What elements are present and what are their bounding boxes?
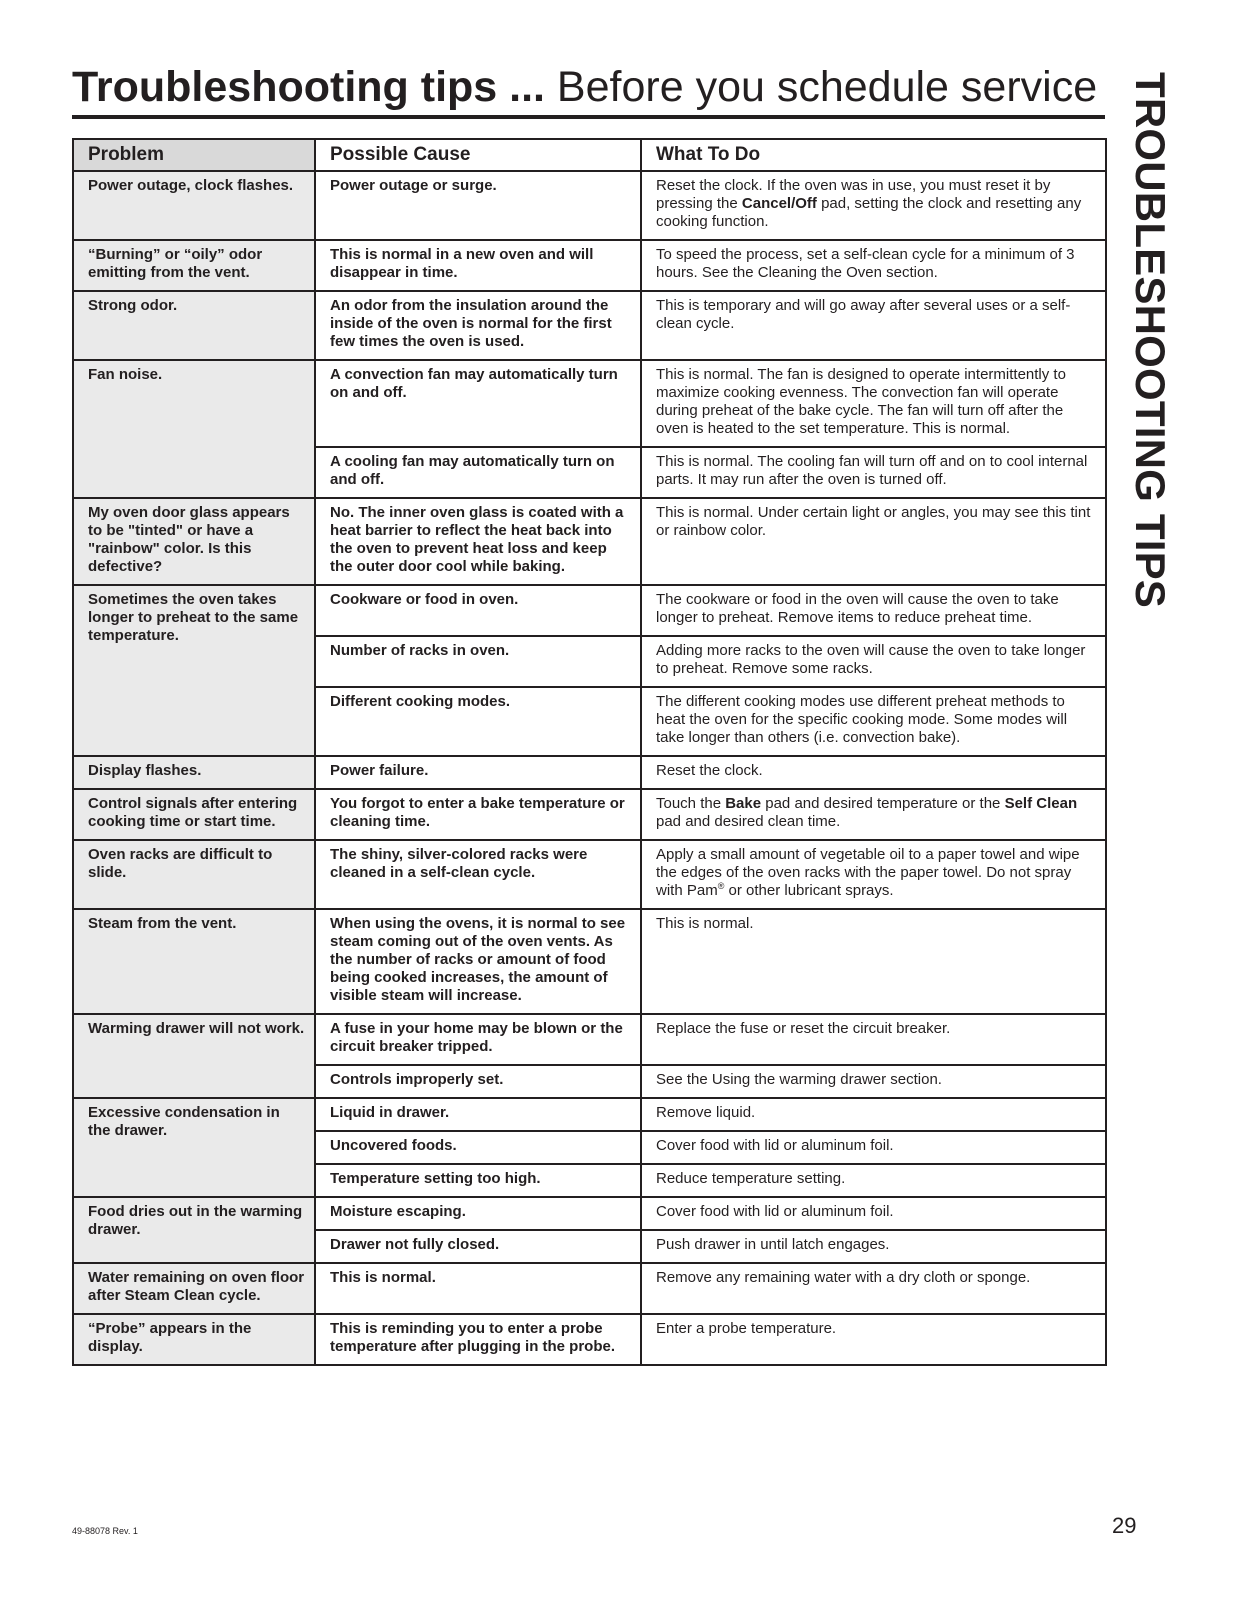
side-section-tab <box>1110 72 1190 609</box>
problem-cell: Steam from the vent. <box>73 909 315 1014</box>
title-divider <box>72 115 1105 119</box>
todo-cell: Touch the Bake pad and desired temperature or the Self Clean pad and desired clean time. <box>641 789 1106 840</box>
problem-cell: My oven door glass appears to be "tinted" or have a "rainbow" color. Is this defective? <box>73 498 315 585</box>
cause-cell: You forgot to enter a bake temperature or cleaning time. <box>315 789 641 840</box>
cause-cell: This is normal. <box>315 1263 641 1314</box>
problem-cell: Fan noise. <box>73 360 315 498</box>
header-possible-cause: Possible Cause <box>315 139 641 171</box>
todo-cell: Reset the clock. <box>641 756 1106 789</box>
table-row <box>73 171 1106 240</box>
todo-cell: Apply a small amount of vegetable oil to a paper towel and wipe the edges of the oven racks with the paper towel. Do not spray with Pam® or other lubricant sprays. <box>641 840 1106 909</box>
todo-cell: Cover food with lid or aluminum foil. <box>641 1131 1106 1164</box>
cause-cell: This is reminding you to enter a probe temperature after plugging in the probe. <box>315 1314 641 1365</box>
todo-cell: Remove any remaining water with a dry cloth or sponge. <box>641 1263 1106 1314</box>
cause-cell: A cooling fan may automatically turn on and off. <box>315 447 641 498</box>
cause-cell: Power outage or surge. <box>315 171 641 240</box>
table-row <box>73 1014 1106 1065</box>
cause-cell: Number of racks in oven. <box>315 636 641 687</box>
todo-cell: Reset the clock. If the oven was in use, you must reset it by pressing the Cancel/Off pad, setting the clock and resetting any cooking function. <box>641 171 1106 240</box>
cause-cell: Drawer not fully closed. <box>315 1230 641 1263</box>
table-row <box>73 1314 1106 1365</box>
problem-cell: Strong odor. <box>73 291 315 360</box>
problem-cell: Food dries out in the warming drawer. <box>73 1197 315 1263</box>
cause-cell: Moisture escaping. <box>315 1197 641 1230</box>
todo-cell: The cookware or food in the oven will cause the oven to take longer to preheat. Remove items to reduce preheat time. <box>641 585 1106 636</box>
cause-cell: An odor from the insulation around the inside of the oven is normal for the first few times the oven is used. <box>315 291 641 360</box>
todo-cell: Remove liquid. <box>641 1098 1106 1131</box>
table-row <box>73 291 1106 360</box>
cause-cell: Cookware or food in oven. <box>315 585 641 636</box>
todo-cell: Replace the fuse or reset the circuit breaker. <box>641 1014 1106 1065</box>
problem-cell: “Probe” appears in the display. <box>73 1314 315 1365</box>
table-row <box>73 756 1106 789</box>
table-row <box>73 789 1106 840</box>
table-row <box>73 1197 1106 1230</box>
cause-cell: A fuse in your home may be blown or the circuit breaker tripped. <box>315 1014 641 1065</box>
problem-cell: Warming drawer will not work. <box>73 1014 315 1098</box>
cause-cell: The shiny, silver-colored racks were cleaned in a self-clean cycle. <box>315 840 641 909</box>
todo-cell: To speed the process, set a self-clean cycle for a minimum of 3 hours. See the Cleaning the Oven section. <box>641 240 1106 291</box>
cause-cell: Temperature setting too high. <box>315 1164 641 1197</box>
table-row <box>73 498 1106 585</box>
page-title-bold: Troubleshooting tips ... <box>72 63 545 111</box>
table-row <box>73 840 1106 909</box>
cause-cell: Power failure. <box>315 756 641 789</box>
problem-cell: Control signals after entering cooking time or start time. <box>73 789 315 840</box>
table-row <box>73 360 1106 447</box>
problem-cell: Sometimes the oven takes longer to preheat to the same temperature. <box>73 585 315 756</box>
header-problem: Problem <box>73 139 315 171</box>
cause-cell: When using the ovens, it is normal to see steam coming out of the oven vents. As the number of racks or amount of food being cooked increases, the amount of visible steam will increase. <box>315 909 641 1014</box>
problem-cell: Display flashes. <box>73 756 315 789</box>
todo-cell: The different cooking modes use different preheat methods to heat the oven for the specific cooking mode. Some modes will take longer than others (i.e. convection bake). <box>641 687 1106 756</box>
table-row <box>73 909 1106 1014</box>
todo-cell: Reduce temperature setting. <box>641 1164 1106 1197</box>
page-title-rest: Before you schedule service <box>544 63 1098 111</box>
problem-cell: “Burning” or “oily” odor emitting from the vent. <box>73 240 315 291</box>
header-what-to-do: What To Do <box>641 139 1106 171</box>
todo-cell: Enter a probe temperature. <box>641 1314 1106 1365</box>
problem-cell: Water remaining on oven floor after Steam Clean cycle. <box>73 1263 315 1314</box>
todo-cell: This is normal. The cooling fan will turn off and on to cool internal parts. It may run after the oven is turned off. <box>641 447 1106 498</box>
todo-cell: Adding more racks to the oven will cause the oven to take longer to preheat. Remove some racks. <box>641 636 1106 687</box>
cause-cell: This is normal in a new oven and will disappear in time. <box>315 240 641 291</box>
todo-cell: This is normal. Under certain light or angles, you may see this tint or rainbow color. <box>641 498 1106 585</box>
problem-cell: Power outage, clock flashes. <box>73 171 315 240</box>
todo-cell: This is temporary and will go away after several uses or a self-clean cycle. <box>641 291 1106 360</box>
todo-cell: This is normal. <box>641 909 1106 1014</box>
todo-cell: This is normal. The fan is designed to operate intermittently to maximize cooking evenness. The convection fan will operate during preheat of the bake cycle. The fan will turn off after the oven is heated to the set temperature. This is normal. <box>641 360 1106 447</box>
table-row <box>73 585 1106 636</box>
table-row <box>73 1263 1106 1314</box>
troubleshooting-table <box>72 138 1107 1366</box>
document-code: 49-88078 Rev. 1 <box>72 1526 138 1536</box>
problem-cell: Excessive condensation in the drawer. <box>73 1098 315 1197</box>
cause-cell: No. The inner oven glass is coated with a heat barrier to reflect the heat back into the oven to prevent heat loss and keep the outer door cool while baking. <box>315 498 641 585</box>
todo-cell: See the Using the warming drawer section. <box>641 1065 1106 1098</box>
todo-cell: Push drawer in until latch engages. <box>641 1230 1106 1263</box>
page-title <box>72 62 1097 112</box>
table-header-row <box>73 139 1106 171</box>
page-number: 29 <box>1112 1513 1137 1538</box>
problem-cell: Oven racks are difficult to slide. <box>73 840 315 909</box>
side-section-title: TROUBLESHOOTING TIPS <box>1127 72 1174 609</box>
cause-cell: Controls improperly set. <box>315 1065 641 1098</box>
table-row <box>73 1098 1106 1131</box>
cause-cell: Uncovered foods. <box>315 1131 641 1164</box>
table-row <box>73 240 1106 291</box>
cause-cell: Different cooking modes. <box>315 687 641 756</box>
cause-cell: A convection fan may automatically turn on and off. <box>315 360 641 447</box>
cause-cell: Liquid in drawer. <box>315 1098 641 1131</box>
todo-cell: Cover food with lid or aluminum foil. <box>641 1197 1106 1230</box>
